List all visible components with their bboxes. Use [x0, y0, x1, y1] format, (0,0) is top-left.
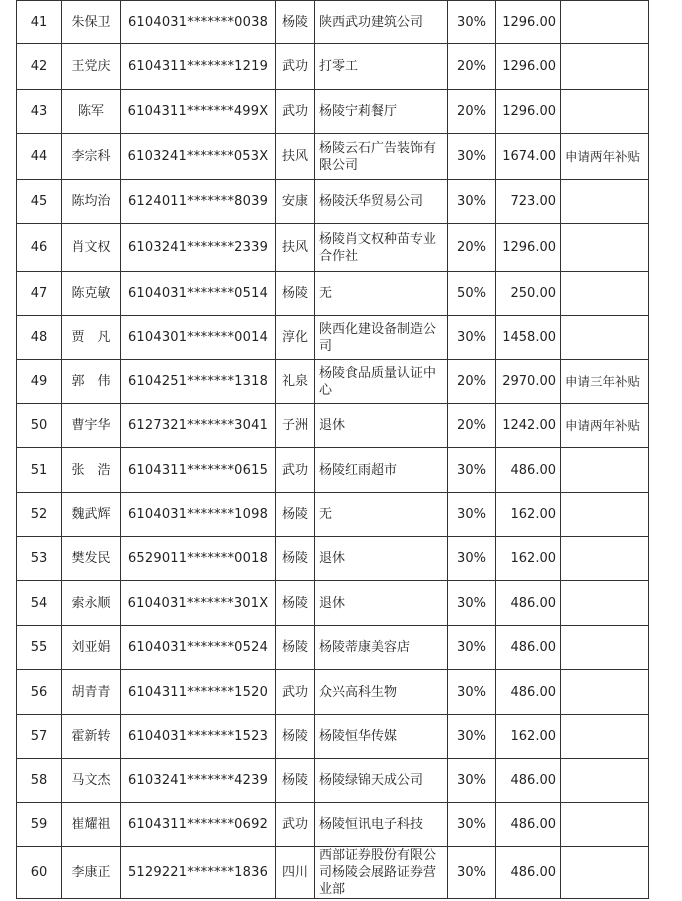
subsidy-rate-cell: 30% [448, 1, 496, 44]
subsidy-rate-cell: 30% [448, 180, 496, 224]
person-name-cell: 崔耀祖 [62, 803, 121, 847]
remark-cell: 申请三年补贴 [561, 360, 649, 404]
person-name-cell: 胡青青 [62, 670, 121, 715]
subsidy-rate-cell: 20% [448, 404, 496, 448]
region-cell: 杨陵 [276, 759, 315, 803]
remark-cell [561, 224, 649, 272]
person-name-cell: 郭 伟 [62, 360, 121, 404]
subsidy-rate-cell: 30% [448, 581, 496, 626]
work-unit-cell: 杨陵宁莉餐厅 [315, 90, 448, 134]
row-number-cell: 57 [17, 715, 62, 759]
table-row [17, 670, 649, 715]
region-cell: 杨陵 [276, 581, 315, 626]
subsidy-amount-cell: 486.00 [496, 847, 561, 899]
id-number-cell: 6103241*******4239 [121, 759, 276, 803]
region-cell: 扶风 [276, 224, 315, 272]
remark-cell [561, 493, 649, 537]
subsidy-rate-cell: 30% [448, 670, 496, 715]
row-number-cell: 47 [17, 272, 62, 316]
region-cell: 杨陵 [276, 537, 315, 581]
subsidy-amount-cell: 1242.00 [496, 404, 561, 448]
region-cell: 杨陵 [276, 1, 315, 44]
subsidy-amount-cell: 1296.00 [496, 90, 561, 134]
work-unit-cell: 退休 [315, 581, 448, 626]
id-number-cell: 6104031*******1098 [121, 493, 276, 537]
table-row [17, 493, 649, 537]
work-unit-cell: 打零工 [315, 44, 448, 90]
person-name-cell: 贾 凡 [62, 316, 121, 360]
region-cell: 武功 [276, 44, 315, 90]
subsidy-amount-cell: 1296.00 [496, 224, 561, 272]
subsidy-rate-cell: 20% [448, 90, 496, 134]
row-number-cell: 56 [17, 670, 62, 715]
work-unit-cell: 无 [315, 272, 448, 316]
row-number-cell: 44 [17, 134, 62, 180]
row-number-cell: 50 [17, 404, 62, 448]
subsidy-rate-cell: 30% [448, 316, 496, 360]
work-unit-cell: 杨陵肖文权种苗专业合作社 [315, 224, 448, 272]
work-unit-cell: 杨陵绿锦天成公司 [315, 759, 448, 803]
subsidy-rate-cell: 30% [448, 847, 496, 899]
id-number-cell: 6103241*******053X [121, 134, 276, 180]
subsidy-rate-cell: 30% [448, 493, 496, 537]
remark-cell [561, 1, 649, 44]
table-row [17, 803, 649, 847]
remark-cell [561, 316, 649, 360]
table-row [17, 626, 649, 670]
region-cell: 武功 [276, 90, 315, 134]
subsidy-rate-cell: 20% [448, 360, 496, 404]
subsidy-amount-cell: 486.00 [496, 626, 561, 670]
person-name-cell: 马文杰 [62, 759, 121, 803]
subsidy-rate-cell: 30% [448, 759, 496, 803]
person-name-cell: 曹宇华 [62, 404, 121, 448]
remark-cell [561, 180, 649, 224]
subsidy-amount-cell: 486.00 [496, 448, 561, 493]
table-row [17, 448, 649, 493]
row-number-cell: 42 [17, 44, 62, 90]
subsidy-rate-cell: 30% [448, 448, 496, 493]
remark-cell [561, 537, 649, 581]
table-row [17, 360, 649, 404]
remark-cell [561, 759, 649, 803]
subsidy-amount-cell: 486.00 [496, 581, 561, 626]
subsidy-amount-cell: 486.00 [496, 803, 561, 847]
remark-cell [561, 715, 649, 759]
table-row [17, 316, 649, 360]
region-cell: 杨陵 [276, 272, 315, 316]
id-number-cell: 6104311*******0692 [121, 803, 276, 847]
id-number-cell: 6104311*******1219 [121, 44, 276, 90]
region-cell: 子洲 [276, 404, 315, 448]
subsidy-rate-cell: 30% [448, 803, 496, 847]
table-row [17, 759, 649, 803]
region-cell: 武功 [276, 670, 315, 715]
subsidy-rate-cell: 30% [448, 715, 496, 759]
subsidy-amount-cell: 1674.00 [496, 134, 561, 180]
table-row [17, 224, 649, 272]
subsidy-rate-cell: 20% [448, 224, 496, 272]
person-name-cell: 刘亚娟 [62, 626, 121, 670]
table-row [17, 272, 649, 316]
table-row [17, 581, 649, 626]
person-name-cell: 索永顺 [62, 581, 121, 626]
table-row [17, 134, 649, 180]
person-name-cell: 樊发民 [62, 537, 121, 581]
person-name-cell: 王党庆 [62, 44, 121, 90]
table-row [17, 715, 649, 759]
region-cell: 杨陵 [276, 626, 315, 670]
row-number-cell: 48 [17, 316, 62, 360]
work-unit-cell: 西部证券股份有限公司杨陵会展路证券营业部 [315, 847, 448, 899]
remark-cell [561, 670, 649, 715]
row-number-cell: 41 [17, 1, 62, 44]
subsidy-amount-cell: 250.00 [496, 272, 561, 316]
table-row [17, 537, 649, 581]
row-number-cell: 60 [17, 847, 62, 899]
region-cell: 礼泉 [276, 360, 315, 404]
person-name-cell: 霍新转 [62, 715, 121, 759]
id-number-cell: 6104031*******0524 [121, 626, 276, 670]
id-number-cell: 5129221*******1836 [121, 847, 276, 899]
person-name-cell: 陈军 [62, 90, 121, 134]
remark-cell [561, 581, 649, 626]
remark-cell [561, 90, 649, 134]
row-number-cell: 53 [17, 537, 62, 581]
table-row [17, 44, 649, 90]
table-row [17, 180, 649, 224]
id-number-cell: 6104031*******0038 [121, 1, 276, 44]
remark-cell [561, 847, 649, 899]
work-unit-cell: 杨陵红雨超市 [315, 448, 448, 493]
subsidy-amount-cell: 486.00 [496, 670, 561, 715]
work-unit-cell: 杨陵恒华传媒 [315, 715, 448, 759]
person-name-cell: 张 浩 [62, 448, 121, 493]
work-unit-cell: 陕西化建设备制造公司 [315, 316, 448, 360]
remark-cell [561, 272, 649, 316]
work-unit-cell: 众兴高科生物 [315, 670, 448, 715]
id-number-cell: 6104311*******0615 [121, 448, 276, 493]
row-number-cell: 54 [17, 581, 62, 626]
person-name-cell: 陈克敏 [62, 272, 121, 316]
id-number-cell: 6104311*******499X [121, 90, 276, 134]
row-number-cell: 46 [17, 224, 62, 272]
work-unit-cell: 杨陵蒂康美容店 [315, 626, 448, 670]
subsidy-table [16, 0, 649, 899]
remark-cell: 申请两年补贴 [561, 134, 649, 180]
region-cell: 杨陵 [276, 493, 315, 537]
id-number-cell: 6104251*******1318 [121, 360, 276, 404]
remark-cell [561, 44, 649, 90]
row-number-cell: 58 [17, 759, 62, 803]
work-unit-cell: 退休 [315, 404, 448, 448]
work-unit-cell: 杨陵食品质量认证中心 [315, 360, 448, 404]
region-cell: 四川 [276, 847, 315, 899]
person-name-cell: 李宗科 [62, 134, 121, 180]
subsidy-amount-cell: 162.00 [496, 493, 561, 537]
table-row [17, 847, 649, 899]
work-unit-cell: 退休 [315, 537, 448, 581]
region-cell: 淳化 [276, 316, 315, 360]
person-name-cell: 陈均治 [62, 180, 121, 224]
id-number-cell: 6104031*******0514 [121, 272, 276, 316]
table-row [17, 1, 649, 44]
remark-cell [561, 803, 649, 847]
work-unit-cell: 杨陵恒讯电子科技 [315, 803, 448, 847]
remark-cell: 申请两年补贴 [561, 404, 649, 448]
region-cell: 安康 [276, 180, 315, 224]
row-number-cell: 45 [17, 180, 62, 224]
id-number-cell: 6104301*******0014 [121, 316, 276, 360]
person-name-cell: 李康正 [62, 847, 121, 899]
work-unit-cell: 无 [315, 493, 448, 537]
work-unit-cell: 杨陵沃华贸易公司 [315, 180, 448, 224]
person-name-cell: 朱保卫 [62, 1, 121, 44]
subsidy-amount-cell: 1296.00 [496, 44, 561, 90]
row-number-cell: 52 [17, 493, 62, 537]
row-number-cell: 59 [17, 803, 62, 847]
row-number-cell: 55 [17, 626, 62, 670]
person-name-cell: 魏武辉 [62, 493, 121, 537]
work-unit-cell: 陕西武功建筑公司 [315, 1, 448, 44]
id-number-cell: 6529011*******0018 [121, 537, 276, 581]
subsidy-amount-cell: 1296.00 [496, 1, 561, 44]
subsidy-amount-cell: 723.00 [496, 180, 561, 224]
table-row [17, 90, 649, 134]
row-number-cell: 51 [17, 448, 62, 493]
region-cell: 武功 [276, 803, 315, 847]
subsidy-rate-cell: 20% [448, 44, 496, 90]
id-number-cell: 6104311*******1520 [121, 670, 276, 715]
remark-cell [561, 448, 649, 493]
id-number-cell: 6104031*******301X [121, 581, 276, 626]
table-row [17, 404, 649, 448]
row-number-cell: 49 [17, 360, 62, 404]
region-cell: 武功 [276, 448, 315, 493]
subsidy-rate-cell: 30% [448, 537, 496, 581]
region-cell: 扶风 [276, 134, 315, 180]
row-number-cell: 43 [17, 90, 62, 134]
person-name-cell: 肖文权 [62, 224, 121, 272]
subsidy-rate-cell: 50% [448, 272, 496, 316]
region-cell: 杨陵 [276, 715, 315, 759]
subsidy-amount-cell: 2970.00 [496, 360, 561, 404]
subsidy-amount-cell: 162.00 [496, 537, 561, 581]
subsidy-rate-cell: 30% [448, 134, 496, 180]
id-number-cell: 6124011*******8039 [121, 180, 276, 224]
subsidy-amount-cell: 162.00 [496, 715, 561, 759]
id-number-cell: 6104031*******1523 [121, 715, 276, 759]
subsidy-amount-cell: 486.00 [496, 759, 561, 803]
subsidy-table-sheet [16, 0, 649, 899]
subsidy-rate-cell: 30% [448, 626, 496, 670]
id-number-cell: 6103241*******2339 [121, 224, 276, 272]
work-unit-cell: 杨陵云石广告装饰有限公司 [315, 134, 448, 180]
remark-cell [561, 626, 649, 670]
subsidy-amount-cell: 1458.00 [496, 316, 561, 360]
id-number-cell: 6127321*******3041 [121, 404, 276, 448]
